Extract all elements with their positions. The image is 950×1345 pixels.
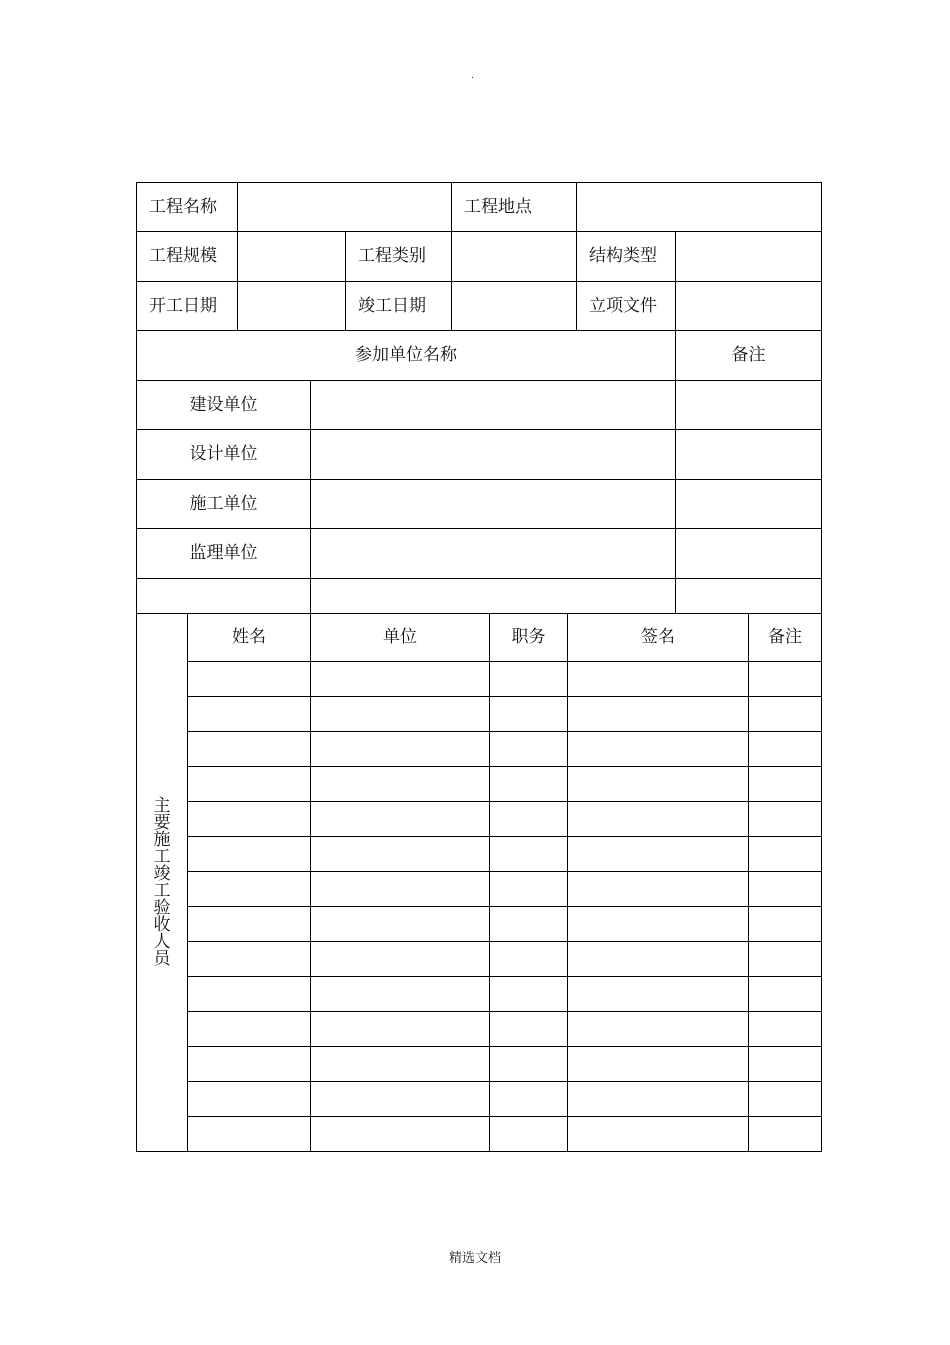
position-cell[interactable]: [490, 662, 568, 697]
personnel-row: [137, 1117, 822, 1152]
project-location-field[interactable]: [577, 183, 822, 232]
approval-doc-label: 立项文件: [577, 282, 676, 331]
name-cell[interactable]: [188, 767, 311, 802]
signature-cell[interactable]: [568, 942, 749, 977]
unit-cell[interactable]: [311, 872, 490, 907]
unit-cell[interactable]: [311, 662, 490, 697]
position-cell[interactable]: [490, 907, 568, 942]
signature-cell[interactable]: [568, 1082, 749, 1117]
unit-cell[interactable]: [311, 837, 490, 872]
project-name-field[interactable]: [238, 183, 452, 232]
personnel-row: [137, 732, 822, 767]
unit-row: [137, 381, 822, 430]
unit-remarks-field[interactable]: [676, 529, 822, 579]
unit-name-field[interactable]: [311, 480, 676, 529]
personnel-row: [137, 1047, 822, 1082]
remarks-cell[interactable]: [749, 977, 822, 1012]
start-date-field[interactable]: [238, 282, 346, 331]
unit-name-field[interactable]: [311, 529, 676, 579]
personnel-row: [137, 872, 822, 907]
name-cell[interactable]: [188, 1082, 311, 1117]
position-cell[interactable]: [490, 1047, 568, 1082]
position-cell[interactable]: [490, 1082, 568, 1117]
signature-cell[interactable]: [568, 1047, 749, 1082]
personnel-side-label: [137, 614, 188, 1152]
unit-remarks-field[interactable]: [676, 579, 822, 614]
remarks-cell[interactable]: [749, 1117, 822, 1152]
name-cell[interactable]: [188, 802, 311, 837]
unit-cell[interactable]: [311, 1047, 490, 1082]
remarks-cell[interactable]: [749, 872, 822, 907]
name-cell[interactable]: [188, 942, 311, 977]
col-header-position: 职务: [490, 614, 568, 662]
unit-row: [137, 430, 822, 480]
unit-cell[interactable]: [311, 802, 490, 837]
unit-cell[interactable]: [311, 767, 490, 802]
name-cell[interactable]: [188, 1047, 311, 1082]
signature-cell[interactable]: [568, 802, 749, 837]
col-header-unit: 单位: [311, 614, 490, 662]
signature-cell[interactable]: [568, 697, 749, 732]
remarks-cell[interactable]: [749, 942, 822, 977]
name-cell[interactable]: [188, 872, 311, 907]
unit-label: 设计单位: [137, 430, 311, 480]
position-cell[interactable]: [490, 767, 568, 802]
unit-name-field[interactable]: [311, 579, 676, 614]
personnel-row: [137, 942, 822, 977]
position-cell[interactable]: [490, 1117, 568, 1152]
position-cell[interactable]: [490, 942, 568, 977]
row-project-name: [137, 183, 822, 232]
position-cell[interactable]: [490, 732, 568, 767]
name-cell[interactable]: [188, 697, 311, 732]
col-header-remarks: 备注: [749, 614, 822, 662]
unit-name-field[interactable]: [311, 430, 676, 480]
row-units-header: [137, 331, 822, 381]
structure-type-field[interactable]: [676, 232, 822, 282]
row-project-scale: [137, 232, 822, 282]
position-cell[interactable]: [490, 837, 568, 872]
completion-date-label: 竣工日期: [346, 282, 452, 331]
personnel-side-label-text: 主要施工竣工验收人员: [153, 795, 171, 969]
unit-label: [137, 579, 311, 614]
signature-cell[interactable]: [568, 732, 749, 767]
unit-row: [137, 579, 822, 614]
signature-cell[interactable]: [568, 1117, 749, 1152]
unit-label: 建设单位: [137, 381, 311, 430]
name-cell[interactable]: [188, 837, 311, 872]
structure-type-label: 结构类型: [577, 232, 676, 282]
personnel-row: [137, 907, 822, 942]
remarks-cell[interactable]: [749, 767, 822, 802]
unit-name-field[interactable]: [311, 381, 676, 430]
col-header-signature: 签名: [568, 614, 749, 662]
remarks-cell[interactable]: [749, 1047, 822, 1082]
remarks-cell[interactable]: [749, 732, 822, 767]
name-cell[interactable]: [188, 977, 311, 1012]
name-cell[interactable]: [188, 662, 311, 697]
personnel-row: [137, 767, 822, 802]
project-scale-field[interactable]: [238, 232, 346, 282]
remarks-cell[interactable]: [749, 697, 822, 732]
units-header-remarks: 备注: [676, 331, 822, 381]
position-cell[interactable]: [490, 977, 568, 1012]
remarks-cell[interactable]: [749, 802, 822, 837]
unit-cell[interactable]: [311, 1117, 490, 1152]
signature-cell[interactable]: [568, 872, 749, 907]
signature-cell[interactable]: [568, 837, 749, 872]
project-name-label: 工程名称: [137, 183, 238, 232]
unit-cell[interactable]: [311, 942, 490, 977]
start-date-label: 开工日期: [137, 282, 238, 331]
unit-cell[interactable]: [311, 907, 490, 942]
personnel-row: [137, 1082, 822, 1117]
unit-remarks-field[interactable]: [676, 430, 822, 480]
personnel-row: [137, 837, 822, 872]
signature-cell[interactable]: [568, 977, 749, 1012]
footer-text: 精选文档: [448, 1251, 501, 1266]
unit-label: 监理单位: [137, 529, 311, 579]
unit-cell[interactable]: [311, 1082, 490, 1117]
project-category-field[interactable]: [452, 232, 577, 282]
signature-cell[interactable]: [568, 662, 749, 697]
name-cell[interactable]: [188, 907, 311, 942]
position-cell[interactable]: [490, 802, 568, 837]
personnel-row: [137, 802, 822, 837]
row-personnel-header: [137, 614, 822, 662]
position-cell[interactable]: [490, 1012, 568, 1047]
unit-remarks-field[interactable]: [676, 480, 822, 529]
project-category-label: 工程类别: [346, 232, 452, 282]
remarks-cell[interactable]: [749, 1012, 822, 1047]
name-cell[interactable]: [188, 732, 311, 767]
completion-acceptance-form: [136, 182, 822, 1152]
personnel-row: [137, 662, 822, 697]
units-header-name: 参加单位名称: [137, 331, 676, 381]
remarks-cell[interactable]: [749, 662, 822, 697]
unit-remarks-field[interactable]: [676, 381, 822, 430]
signature-cell[interactable]: [568, 767, 749, 802]
remarks-cell[interactable]: [749, 907, 822, 942]
unit-row: [137, 529, 822, 579]
unit-row: [137, 480, 822, 529]
personnel-row: [137, 697, 822, 732]
row-dates: [137, 282, 822, 331]
position-cell[interactable]: [490, 872, 568, 907]
header-dot: .: [471, 70, 475, 81]
remarks-cell[interactable]: [749, 1082, 822, 1117]
unit-cell[interactable]: [311, 732, 490, 767]
unit-label: 施工单位: [137, 480, 311, 529]
project-scale-label: 工程规模: [137, 232, 238, 282]
unit-cell[interactable]: [311, 697, 490, 732]
name-cell[interactable]: [188, 1117, 311, 1152]
approval-doc-field[interactable]: [676, 282, 822, 331]
unit-cell[interactable]: [311, 1012, 490, 1047]
completion-date-field[interactable]: [452, 282, 577, 331]
signature-cell[interactable]: [568, 1012, 749, 1047]
remarks-cell[interactable]: [749, 837, 822, 872]
name-cell[interactable]: [188, 1012, 311, 1047]
col-header-name: 姓名: [188, 614, 311, 662]
personnel-row: [137, 977, 822, 1012]
personnel-row: [137, 1012, 822, 1047]
signature-cell[interactable]: [568, 907, 749, 942]
project-location-label: 工程地点: [452, 183, 577, 232]
position-cell[interactable]: [490, 697, 568, 732]
unit-cell[interactable]: [311, 977, 490, 1012]
